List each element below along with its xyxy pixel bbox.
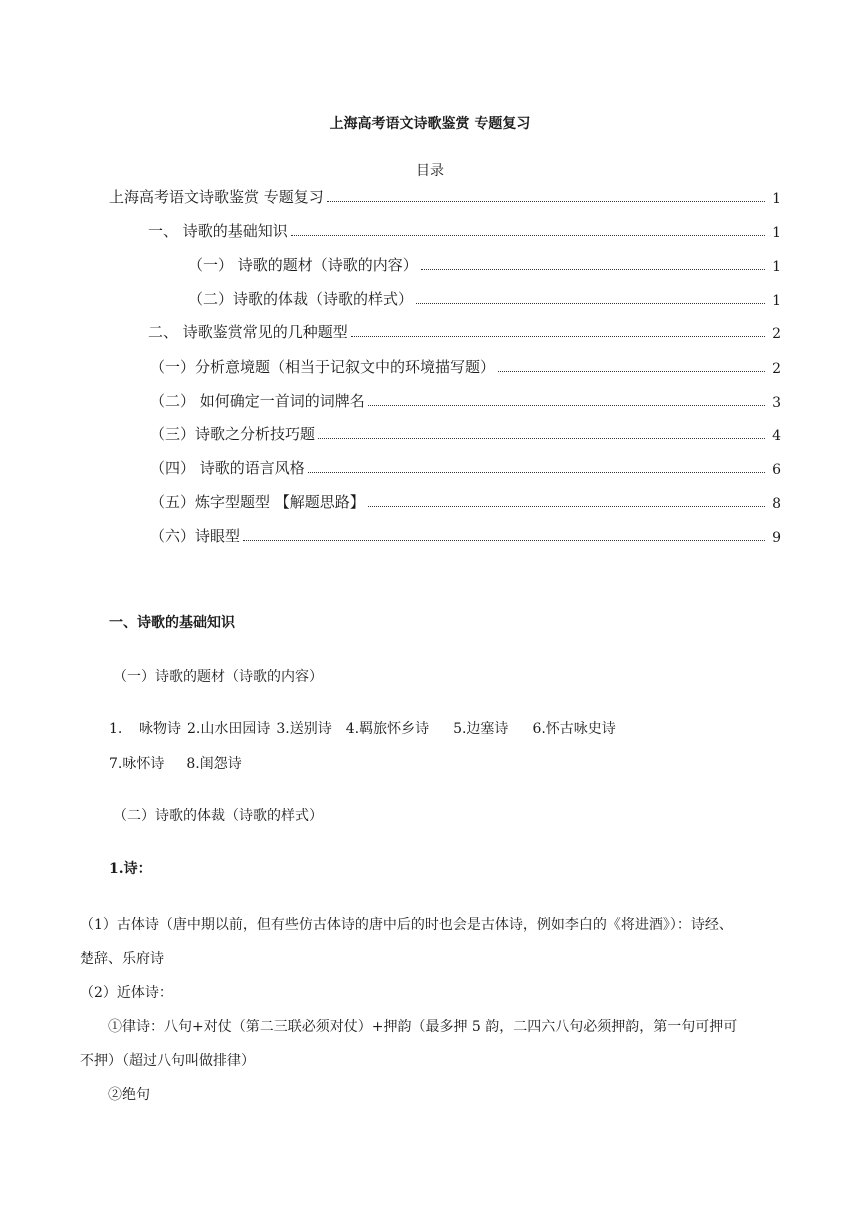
list-item: 5.边塞诗 bbox=[453, 721, 509, 737]
toc-entry[interactable] bbox=[0, 524, 781, 546]
toc-entry-label: （六）诗眼型 bbox=[150, 527, 241, 545]
toc-entry[interactable] bbox=[0, 219, 781, 241]
toc-page-number: 3 bbox=[772, 395, 781, 411]
toc-entry[interactable] bbox=[0, 320, 781, 342]
toc-entry-label: （四） 诗歌的语言风格 bbox=[150, 459, 305, 477]
paragraph-line: ①律诗：八句+对仗（第二三联必须对仗）+押韵（最多押 5 韵，二四六八句必须押韵，第一句可押可 bbox=[108, 1019, 738, 1035]
paragraph-line: （2）近体诗： bbox=[80, 985, 173, 1001]
toc-leader-dots bbox=[291, 235, 765, 236]
toc-entry-label: 一、 诗歌的基础知识 bbox=[148, 222, 288, 240]
toc-entry-label: （三）诗歌之分析技巧题 bbox=[150, 425, 316, 443]
toc-leader-dots bbox=[368, 405, 765, 406]
toc-entry[interactable] bbox=[0, 355, 781, 377]
toc-leader-dots bbox=[308, 472, 765, 473]
toc-entry-label: （一）分析意境题（相当于记叙文中的环境描写题） bbox=[150, 358, 496, 376]
toc-entry-label: （一） 诗歌的题材（诗歌的内容） bbox=[188, 256, 418, 274]
toc-page-number: 4 bbox=[772, 428, 781, 444]
toc-entry[interactable] bbox=[0, 490, 781, 512]
list-item: 6.怀古咏史诗 bbox=[532, 721, 616, 737]
toc-entry-label: 二、 诗歌鉴赏常见的几种题型 bbox=[148, 323, 348, 341]
subsection-heading: （一）诗歌的题材（诗歌的内容） bbox=[113, 669, 323, 685]
toc-entry-label: 上海高考语文诗歌鉴赏 专题复习 bbox=[109, 188, 324, 206]
toc-leader-dots bbox=[416, 303, 765, 304]
genre-list-line-2 bbox=[109, 753, 242, 773]
poem-heading: 1.诗： bbox=[109, 861, 152, 877]
toc-leader-dots bbox=[243, 540, 765, 541]
toc-entry[interactable] bbox=[0, 287, 781, 309]
toc-leader-dots bbox=[421, 269, 765, 270]
toc-page-number: 2 bbox=[772, 361, 781, 377]
toc-page-number: 1 bbox=[772, 259, 781, 275]
list-item: 1. bbox=[109, 721, 123, 737]
list-item: 4.羁旅怀乡诗 bbox=[345, 721, 430, 737]
document-title: 上海高考语文诗歌鉴赏 专题复习 bbox=[329, 116, 531, 132]
toc-leader-dots bbox=[498, 371, 765, 372]
toc-entry[interactable] bbox=[0, 456, 781, 478]
toc-entry[interactable] bbox=[0, 422, 781, 444]
paragraph-line: （1）古体诗（唐中期以前，但有些仿古体诗的唐中后的时也会是古体诗，例如李白的《将进酒》）：诗经、 bbox=[80, 917, 733, 933]
toc-page-number: 1 bbox=[772, 225, 781, 241]
toc-leader-dots bbox=[368, 506, 765, 507]
toc-entry-label: （二）诗歌的体裁（诗歌的样式） bbox=[188, 290, 414, 308]
toc-page-number: 6 bbox=[772, 462, 781, 478]
subsection-heading: （二）诗歌的体裁（诗歌的样式） bbox=[113, 808, 323, 824]
toc-page-number: 2 bbox=[772, 326, 781, 342]
toc-page-number: 1 bbox=[772, 191, 781, 207]
toc-leader-dots bbox=[351, 336, 765, 337]
section-heading: 一、诗歌的基础知识 bbox=[109, 615, 235, 631]
toc-entry-label: （五）炼字型题型 【解题思路】 bbox=[150, 493, 365, 511]
toc-page-number: 8 bbox=[772, 496, 781, 512]
list-item: 7.咏怀诗 bbox=[109, 756, 165, 772]
toc-page-number: 9 bbox=[772, 530, 781, 546]
toc-page-number: 1 bbox=[772, 293, 781, 309]
paragraph-line: ②绝句 bbox=[108, 1087, 150, 1103]
list-item: 2.山水田园诗 bbox=[187, 721, 271, 737]
genre-list-line-1 bbox=[109, 718, 616, 738]
list-item: 3.送别诗 bbox=[276, 721, 332, 737]
list-item: 咏物诗 bbox=[139, 721, 181, 737]
toc-heading: 目录 bbox=[416, 163, 444, 179]
toc-entry[interactable] bbox=[0, 185, 781, 207]
paragraph-line: 楚辞、乐府诗 bbox=[80, 951, 164, 967]
toc-leader-dots bbox=[318, 438, 765, 439]
list-item: 8.闺怨诗 bbox=[186, 756, 242, 772]
toc-entry[interactable] bbox=[0, 253, 781, 275]
toc-leader-dots bbox=[327, 201, 765, 202]
toc-entry-label: （二） 如何确定一首词的词牌名 bbox=[150, 392, 365, 410]
paragraph-line: 不押）（超过八句叫做排律） bbox=[80, 1053, 255, 1069]
toc-entry[interactable] bbox=[0, 389, 781, 411]
